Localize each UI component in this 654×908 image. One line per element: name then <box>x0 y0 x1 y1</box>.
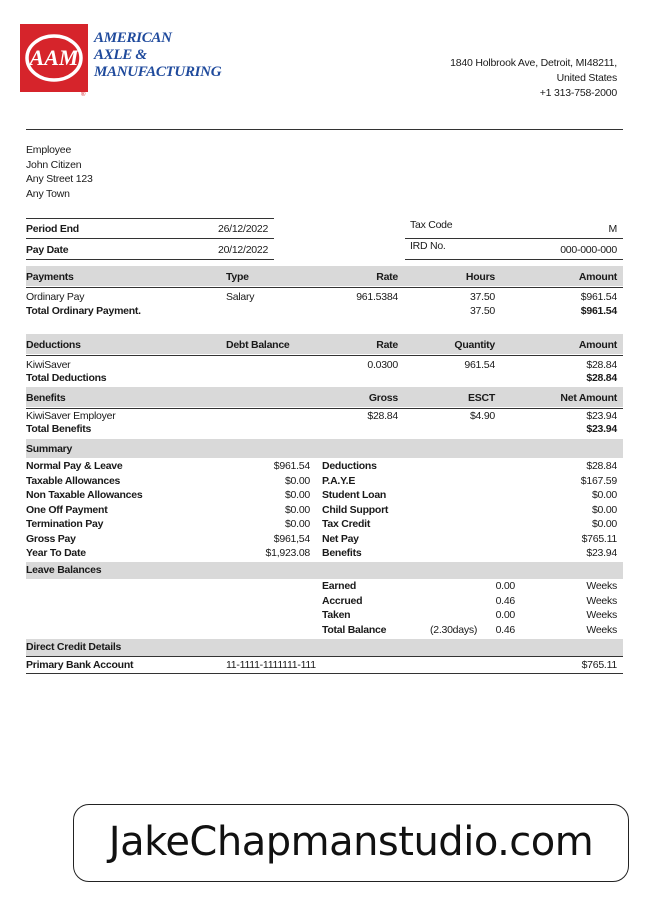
summary-value: $961,54 <box>273 532 310 545</box>
deduction-description: KiwiSaver <box>26 359 71 371</box>
leave-header-band <box>26 562 623 579</box>
total-deductions-amount: $28.84 <box>586 372 617 384</box>
address-line: United States <box>556 72 617 84</box>
period-mid-line <box>26 238 274 239</box>
payment-type: Salary <box>226 291 255 303</box>
summary-label: Termination Pay <box>26 518 104 530</box>
employee-block <box>26 143 93 201</box>
summary-left-list <box>26 460 316 562</box>
summary-row <box>26 489 316 504</box>
benefits-header-line <box>26 408 623 409</box>
leave-heading: Leave Balances <box>26 564 102 576</box>
summary-value: $23.94 <box>586 547 617 559</box>
summary-row <box>26 547 316 562</box>
summary-label: Deductions <box>322 460 377 472</box>
deductions-amount-header: Amount <box>578 339 617 351</box>
payment-rate: 961.5384 <box>356 291 398 303</box>
company-address <box>450 56 617 101</box>
summary-label: Tax Credit <box>322 518 371 530</box>
payments-rate-header: Rate <box>376 271 398 283</box>
bank-account-label: Primary Bank Account <box>26 659 134 671</box>
payments-amount-header: Amount <box>578 271 617 283</box>
employee-street: Any Street 123 <box>26 173 93 185</box>
summary-row <box>26 504 316 519</box>
summary-row <box>26 460 316 475</box>
summary-value: $961.54 <box>273 460 310 472</box>
tax-mid-line <box>405 238 623 239</box>
summary-label: One Off Payment <box>26 503 108 516</box>
direct-credit-header-line <box>26 656 623 657</box>
employee-name: John Citizen <box>26 158 82 171</box>
direct-credit-heading: Direct Credit Details <box>26 641 122 653</box>
pay-date-value: 20/12/2022 <box>218 244 269 256</box>
tax-code-label: Tax Code <box>410 219 453 231</box>
company-name-line: AXLE & <box>94 47 147 63</box>
summary-row <box>26 475 316 490</box>
summary-label: Gross Pay <box>26 532 76 545</box>
summary-label: Normal Pay & Leave <box>26 460 123 472</box>
deductions-header-line <box>26 355 623 356</box>
company-name-line: MANUFACTURING <box>94 64 222 80</box>
summary-label: Benefits <box>322 547 362 559</box>
debt-balance-header: Debt Balance <box>226 339 290 351</box>
summary-row <box>322 518 617 533</box>
summary-label: Net Pay <box>322 532 359 545</box>
leave-list <box>322 580 617 638</box>
pay-date-label: Pay Date <box>26 244 69 256</box>
leave-unit: Weeks <box>586 580 617 592</box>
leave-value: 0.46 <box>495 594 515 607</box>
summary-value: $167.59 <box>580 474 617 487</box>
leave-extra: (2.30days) <box>430 623 478 636</box>
registered-mark: ® <box>81 92 86 98</box>
leave-label: Earned <box>322 580 357 592</box>
summary-value: $28.84 <box>586 460 617 472</box>
summary-value: $1,923.08 <box>265 547 310 559</box>
employee-town: Any Town <box>26 187 70 200</box>
direct-credit-bottom-line <box>26 673 623 674</box>
company-name-line: AMERICAN <box>94 30 172 46</box>
summary-label: Child Support <box>322 503 389 516</box>
leave-label: Accrued <box>322 594 363 607</box>
deductions-rate-header: Rate <box>376 339 398 351</box>
benefits-net-header: Net Amount <box>560 392 617 404</box>
leave-unit: Weeks <box>586 623 617 636</box>
leave-unit: Weeks <box>586 594 617 607</box>
employee-heading: Employee <box>26 144 72 156</box>
benefit-description: KiwiSaver Employer <box>26 410 116 422</box>
tax-bottom-line <box>405 259 623 260</box>
summary-row <box>322 489 617 504</box>
company-name <box>94 30 221 81</box>
ird-label: IRD No. <box>410 240 446 252</box>
benefits-heading: Benefits <box>26 392 66 404</box>
summary-label: Student Loan <box>322 489 387 501</box>
period-top-line <box>26 218 274 219</box>
summary-value: $765.11 <box>581 532 617 545</box>
address-line: 1840 Holbrook Ave, Detroit, MI48211, <box>450 57 617 69</box>
summary-row <box>26 533 316 548</box>
leave-row <box>322 624 617 639</box>
total-ordinary-amount: $961.54 <box>580 305 617 317</box>
benefit-net: $23.94 <box>586 410 617 422</box>
tax-code-value: M <box>608 223 617 235</box>
leave-row <box>322 609 617 624</box>
summary-value: $0.00 <box>591 518 617 530</box>
deductions-heading: Deductions <box>26 339 81 351</box>
summary-value: $0.00 <box>591 489 617 501</box>
deductions-quantity-header: Quantity <box>454 339 495 351</box>
summary-row <box>26 518 316 533</box>
deduction-quantity: 961.54 <box>464 359 495 371</box>
summary-row <box>322 504 617 519</box>
summary-label: Taxable Allowances <box>26 474 121 487</box>
summary-row <box>322 475 617 490</box>
period-bottom-line <box>26 259 274 260</box>
ird-value: 000-000-000 <box>560 244 617 256</box>
company-logo <box>20 24 88 92</box>
leave-row <box>322 595 617 610</box>
benefit-gross: $28.84 <box>367 410 398 422</box>
period-end-value: 26/12/2022 <box>218 223 269 235</box>
summary-value: $0.00 <box>591 503 617 516</box>
summary-right-list <box>322 460 617 562</box>
summary-heading: Summary <box>26 443 73 455</box>
deduction-amount: $28.84 <box>586 359 617 371</box>
benefits-esct-header: ESCT <box>467 392 495 404</box>
watermark-banner: JakeChapmanstudio.com <box>73 804 629 882</box>
benefits-gross-header: Gross <box>368 392 398 404</box>
payments-header-line <box>26 287 623 288</box>
payments-hours-header: Hours <box>465 271 495 283</box>
deduction-rate: 0.0300 <box>367 359 398 371</box>
summary-value: $0.00 <box>284 474 310 487</box>
bank-account-amount: $765.11 <box>581 659 617 671</box>
leave-label: Total Balance <box>322 623 387 636</box>
payments-type-header: Type <box>226 271 249 283</box>
payment-hours: 37.50 <box>469 291 495 303</box>
payment-description: Ordinary Pay <box>26 291 85 303</box>
summary-value: $0.00 <box>284 489 310 501</box>
summary-row <box>322 547 617 562</box>
payments-heading: Payments <box>26 271 74 283</box>
leave-value: 0.46 <box>495 623 515 636</box>
leave-row <box>322 580 617 595</box>
benefit-esct: $4.90 <box>469 410 495 422</box>
leave-label: Taken <box>322 609 351 621</box>
summary-value: $0.00 <box>284 518 310 530</box>
total-benefits-label: Total Benefits <box>26 423 92 435</box>
summary-label: Year To Date <box>26 547 86 559</box>
summary-value: $0.00 <box>284 503 310 516</box>
period-end-label: Period End <box>26 223 79 235</box>
address-line: +1 313-758-2000 <box>539 87 617 99</box>
leave-unit: Weeks <box>586 609 617 621</box>
total-benefits-amount: $23.94 <box>586 423 617 435</box>
logo-text: AAM <box>29 45 79 70</box>
summary-label: P.A.Y.E <box>322 474 356 487</box>
total-deductions-label: Total Deductions <box>26 372 107 384</box>
header-divider <box>26 129 623 130</box>
summary-header-band <box>26 439 623 458</box>
summary-label: Non Taxable Allowances <box>26 489 143 501</box>
summary-row <box>322 460 617 475</box>
total-ordinary-label: Total Ordinary Payment. <box>26 305 141 317</box>
bank-account-number: 11-1111-1111111-111 <box>226 659 316 671</box>
payment-amount: $961.54 <box>580 291 617 303</box>
summary-row <box>322 533 617 548</box>
total-ordinary-hours: 37.50 <box>469 305 495 317</box>
leave-value: 0.00 <box>495 609 515 621</box>
leave-value: 0.00 <box>495 580 515 592</box>
